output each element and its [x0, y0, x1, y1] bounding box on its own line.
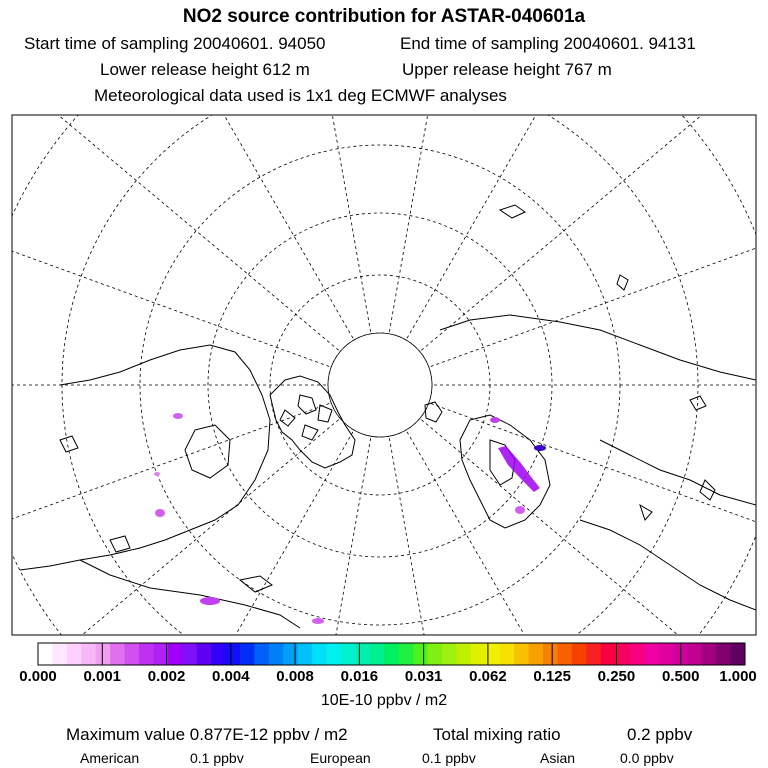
plume-scandinavia-north	[534, 445, 546, 451]
colorbar-swatch	[341, 643, 356, 665]
colorbar-swatch	[81, 643, 96, 665]
colorbar-swatch	[687, 643, 702, 665]
region-asian-name: Asian	[540, 750, 576, 766]
colorbar-swatch	[139, 643, 154, 665]
colorbar-swatch	[399, 643, 414, 665]
colorbar-swatch	[125, 643, 140, 665]
colorbar-swatch	[197, 643, 212, 665]
start-time: Start time of sampling 20040601. 94050	[24, 34, 326, 53]
plume-na-1	[173, 413, 183, 419]
colorbar-swatch	[572, 643, 587, 665]
plume-europe-south	[515, 506, 525, 514]
region-asian-value: 0.0 ppbv	[620, 750, 674, 766]
colorbar-swatch	[298, 643, 313, 665]
region-european-value: 0.1 ppbv	[422, 750, 476, 766]
colorbar-swatch	[168, 643, 183, 665]
met-data-note: Meteorological data used is 1x1 deg ECMWF analyses	[94, 86, 507, 105]
colorbar-swatch	[312, 643, 327, 665]
colorbar-swatch	[644, 643, 659, 665]
colorbar-swatch	[52, 643, 67, 665]
colorbar-swatch	[283, 643, 298, 665]
colorbar-tick-label: 0.004	[212, 668, 250, 685]
colorbar-tick-label: 0.002	[147, 668, 186, 685]
colorbar-tick-label: 1.000	[719, 668, 757, 685]
upper-release-height: Upper release height 767 m	[402, 60, 612, 79]
colorbar-swatch	[529, 643, 544, 665]
colorbar-tick-label: 0.125	[533, 668, 571, 685]
colorbar-swatch	[254, 643, 269, 665]
colorbar-swatch	[514, 643, 529, 665]
region-american-value: 0.1 ppbv	[190, 750, 244, 766]
colorbar-tick-label: 0.062	[469, 668, 507, 685]
region-american-name: American	[80, 750, 140, 766]
colorbar-swatch	[211, 643, 226, 665]
end-time: End time of sampling 20040601. 94131	[400, 34, 696, 53]
total-mixing-value: 0.2 ppbv	[627, 725, 693, 744]
plume-arctic	[490, 417, 500, 423]
plume-na-2	[154, 472, 160, 476]
colorbar-tick-label: 0.500	[661, 668, 700, 685]
colorbar-swatch	[110, 643, 125, 665]
colorbar-unit: 10E-10 ppbv / m2	[320, 692, 448, 709]
maximum-value: Maximum value 0.877E-12 ppbv / m2	[66, 725, 348, 744]
plume-pacific	[312, 618, 324, 624]
colorbar-swatch	[413, 643, 428, 665]
colorbar-swatch	[731, 643, 746, 665]
colorbar-swatch	[269, 643, 284, 665]
colorbar-swatch	[615, 643, 630, 665]
colorbar-swatch	[456, 643, 471, 665]
colorbar-swatch	[67, 643, 82, 665]
colorbar-swatch	[557, 643, 572, 665]
colorbar-tick-label: 0.250	[597, 668, 636, 685]
colorbar-swatch	[428, 643, 443, 665]
colorbar	[38, 643, 746, 665]
colorbar-tick-label: 0.000	[19, 668, 57, 685]
lower-release-height: Lower release height 612 m	[100, 60, 310, 79]
colorbar-swatch	[500, 643, 515, 665]
colorbar-swatch	[182, 643, 197, 665]
colorbar-tick-label: 0.016	[340, 668, 379, 685]
map-title: NO2 source contribution for ASTAR-040601a	[182, 6, 586, 27]
colorbar-swatch	[240, 643, 255, 665]
colorbar-swatch	[702, 643, 717, 665]
total-mixing-label: Total mixing ratio	[433, 725, 561, 744]
colorbar-swatch	[38, 643, 53, 665]
colorbar-swatch	[355, 643, 370, 665]
colorbar-swatch	[471, 643, 486, 665]
colorbar-swatch	[327, 643, 342, 665]
colorbar-swatch	[586, 643, 601, 665]
plume-na-3	[155, 509, 165, 517]
colorbar-swatch	[658, 643, 673, 665]
colorbar-swatch	[630, 643, 645, 665]
colorbar-tick-label: 0.031	[404, 668, 443, 685]
colorbar-swatch	[226, 643, 241, 665]
colorbar-swatch	[442, 643, 457, 665]
plume-alaska	[200, 597, 220, 605]
colorbar-swatch	[601, 643, 616, 665]
colorbar-swatch	[543, 643, 558, 665]
colorbar-swatch	[384, 643, 399, 665]
colorbar-tick-label: 0.008	[276, 668, 314, 685]
colorbar-swatch	[96, 643, 111, 665]
colorbar-tick-label: 0.001	[83, 668, 122, 685]
colorbar-swatch	[716, 643, 731, 665]
colorbar-swatch	[370, 643, 385, 665]
region-european-name: European	[310, 750, 371, 766]
